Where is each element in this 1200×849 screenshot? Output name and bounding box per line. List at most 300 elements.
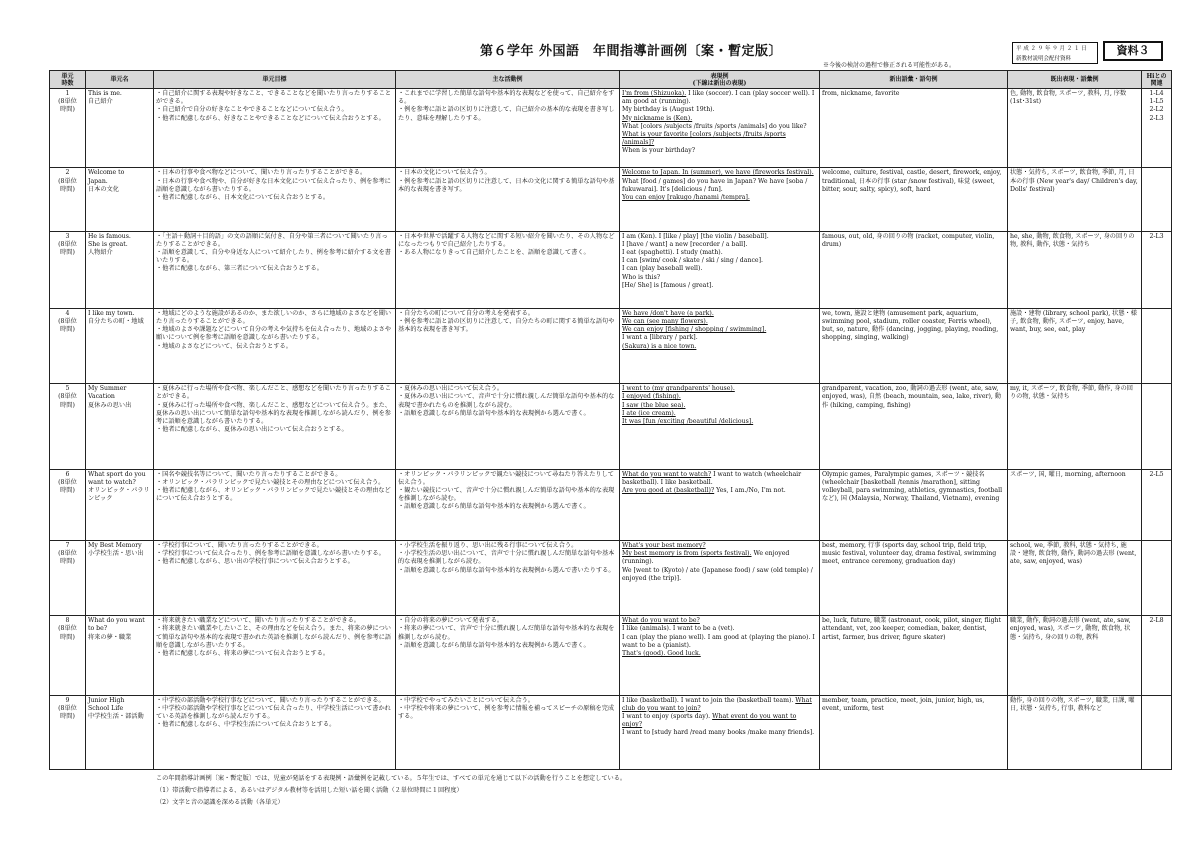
activity-text: ・例を参考に語と語の区切りに注意して、自分たちの町に関する簡単な語句や基本的な表現を書き写す。 <box>398 318 615 334</box>
name-text: My Best Memory <box>88 541 142 549</box>
unit-text: 9 <box>65 696 70 704</box>
unit-text: 時間) <box>60 558 75 566</box>
cell-activity <box>396 469 620 540</box>
expression-line <box>622 393 817 401</box>
expression-segment: I enjoyed (fishing). <box>622 393 681 401</box>
expression-segment: I ate (ice cream). <box>622 409 676 417</box>
cell-activity <box>396 695 620 769</box>
name-text: This is me. <box>88 90 122 97</box>
activity-text: ・将来の夢について、音声で十分に慣れ親しんだ簡単な語句や基本的な表現を推測しながら読む。 <box>398 625 615 641</box>
expression-segment: What [food / games] do you have in Japan? We have [soba / fukuwarai]. It's [delicious / fun]. <box>622 177 808 193</box>
name-text: オリンピック・パラリンピック <box>88 487 150 503</box>
table-row <box>50 695 1172 769</box>
expression-line <box>622 310 817 318</box>
cell-activity <box>396 540 620 615</box>
col-name: 単元名 <box>86 71 154 89</box>
col-hi-friends: Hiとの 関連 <box>1142 71 1172 89</box>
expression-segment: What do you want to be? <box>622 617 700 625</box>
expression-line <box>622 257 817 265</box>
cell-expr <box>620 616 820 695</box>
vocab-text: welcome, culture, festival, castle, desert, firework, enjoy, traditional, 日本の行事 (star /snow festival), 味覚 (sweet, bitter, sour, salty, spicy), soft, hard <box>822 169 1002 193</box>
activity-text: ・夏休みの思い出について、音声で十分に慣れ親しんだ簡単な語句や基本的な表現で書かれたものを推測しながら読む。 <box>398 393 615 409</box>
cell-expr <box>620 384 820 470</box>
cell-activity <box>396 231 620 308</box>
hf-text: 2-L3 <box>1149 114 1164 122</box>
cell-unit <box>50 695 86 769</box>
unit-text: (8単位 <box>58 550 77 558</box>
expression-segment: That's (good). Good luck. <box>622 650 701 658</box>
expression-line <box>622 487 817 495</box>
activity-text: ・ある人物になりきって自己紹介したことを、語順を意識して書く。 <box>398 248 590 256</box>
cell-activity <box>396 168 620 231</box>
unit-text: 5 <box>65 385 70 393</box>
cell-vocab <box>820 540 1008 615</box>
cell-goal <box>154 308 396 383</box>
cell-vocab <box>820 168 1008 231</box>
expression-segment: Yes, I am./No, I'm not. <box>714 487 786 495</box>
col-unit: 単元 時数 <box>50 71 86 89</box>
cell-vocab <box>820 469 1008 540</box>
col-expression: 表現例 (下線は新出の表現) <box>620 71 820 89</box>
goal-text: ・学校行事について、聞いたり言ったりすることができる。 <box>156 541 323 549</box>
table-row <box>50 231 1172 308</box>
expression-line <box>622 410 817 418</box>
cell-known <box>1008 231 1142 308</box>
cell-goal <box>154 616 396 695</box>
event-line: 新教材説明会配付資料 <box>1016 56 1072 62</box>
known-text: 施設・建物 (library, school park), 状態・様子, 飲食物, 動作, スポーツ, enjoy, have, want, buy, see, eat, play <box>1010 309 1137 334</box>
cell-known <box>1008 384 1142 470</box>
expression-line <box>622 115 817 123</box>
cell-known <box>1008 616 1142 695</box>
expression-line <box>622 729 817 737</box>
expression-segment: Welcome to Japan. In (summer), we have (fireworks festival). <box>622 169 814 177</box>
date-line: 平 成 ２ ９ 年 ９ 月 ２ １ 日 <box>1016 46 1087 52</box>
table-row <box>50 308 1172 383</box>
cell-hf <box>1142 308 1172 383</box>
unit-text: 2 <box>65 169 70 177</box>
name-text: 人物紹介 <box>88 248 113 256</box>
expression-line <box>622 233 817 241</box>
vocab-text: grandparent, vacation, zoo, 動詞の過去形 (went, ate, saw, enjoyed, was), 自然 (beach, mountain, sea, lake, river), 動作 (hiking, camping, fishing) <box>822 385 1001 409</box>
goal-text: ・地域にどのような施設があるのか、また欲しいのか、さらに地域のよさなどを聞いたり言ったりすることができる。 <box>156 309 392 326</box>
expression-segment: When is your birthday? <box>622 147 696 155</box>
goal-text: ・他者に配慮しながら、夏休みの思い出について伝え合おうとする。 <box>156 426 348 434</box>
cell-unit <box>50 308 86 383</box>
cell-expr <box>620 469 820 540</box>
hf-text: 2-L5 <box>1149 470 1164 478</box>
goal-text: ・他者に配慮しながら、思い出の学校行事について伝え合おうとする。 <box>156 558 354 566</box>
vocab-text: best, memory, 行事 (sports day, school trip, field trip, music festival, volunteer day, drama festival, swimming meet, entrance ceremony, graduation day) <box>822 541 997 566</box>
cell-hf <box>1142 168 1172 231</box>
expression-segment: I like (soccer). I can (play soccer well). I am good at (running). <box>622 90 815 106</box>
expression-segment: [He/ She] is [famous / great]. <box>622 281 714 289</box>
cell-hf <box>1142 231 1172 308</box>
expression-line <box>622 106 817 114</box>
table-row <box>50 540 1172 615</box>
goal-text: ・他者に配慮しながら、日本文化について伝え合おうとする。 <box>156 194 330 201</box>
expression-line <box>622 617 817 625</box>
unit-text: 6 <box>65 470 70 478</box>
unit-text: (8単位 <box>58 704 77 712</box>
cell-hf <box>1142 540 1172 615</box>
expression-segment: I can [swim/ cook / skate / ski / sing / dance]. <box>622 257 763 265</box>
unit-text: (8単位 <box>58 625 77 633</box>
activity-text: ・中学校や将来の夢について、例を参考に情報を補ってスピーチの原稿を完成する。 <box>398 704 615 721</box>
goal-text: ・自己紹介に関する表現や好きなこと、できることなどを聞いたり言ったりすることができる。 <box>156 90 392 106</box>
expression-line <box>622 634 817 650</box>
unit-text: 時間) <box>60 248 75 256</box>
col-goal: 単元目標 <box>154 71 396 89</box>
name-text: 日本の文化 <box>88 185 119 193</box>
expression-segment: You can enjoy [rakugo /hanami /tempra]. <box>622 194 750 201</box>
cell-expr <box>620 168 820 231</box>
table-row <box>50 384 1172 470</box>
cell-name <box>86 168 154 231</box>
footer-notes <box>156 773 626 809</box>
unit-text: 1 <box>65 90 70 97</box>
reference-label: 資料３ <box>1103 41 1163 61</box>
cell-vocab <box>820 384 1008 470</box>
goal-text: ・自己紹介で自分の好きなことやできることなどについて伝え合う。 <box>156 106 348 114</box>
table-row <box>50 616 1172 695</box>
expression-line <box>622 418 817 426</box>
unit-text: (8単位 <box>58 240 77 248</box>
cell-name <box>86 695 154 769</box>
expression-line <box>622 542 817 550</box>
expression-segment: We can (see many flowers). <box>622 318 708 326</box>
goal-text: ・語順を意識して、自分や身近な人について紹介したり、例を参考に紹介する文を書いたりする。 <box>156 248 391 265</box>
name-text: 自己紹介 <box>88 98 113 106</box>
expression-segment: I want a [library / park]. <box>622 334 698 342</box>
unit-text: 時間) <box>60 633 75 641</box>
activity-text: ・例を参考に語と語の区切りに注意して、自己紹介の基本的な表現を書き写したり、意味を理解したりする。 <box>398 106 615 122</box>
unit-text: 7 <box>65 541 70 549</box>
cell-expr <box>620 695 820 769</box>
cell-known <box>1008 308 1142 383</box>
expression-line <box>622 241 817 249</box>
hf-text: 1-L4 <box>1149 90 1164 97</box>
cell-goal <box>154 384 396 470</box>
expression-line <box>622 402 817 410</box>
cell-goal <box>154 89 396 168</box>
cell-unit <box>50 384 86 470</box>
name-text: What do you want <box>88 617 145 625</box>
activity-text: ・自分の将来の夢について発表する。 <box>398 617 504 625</box>
known-text: 状態・気持ち, スポーツ, 飲食物, 季節, 月, 日本の行事 (New year's day/ Children's day, Dolls' festival) <box>1010 169 1138 193</box>
hf-text: 2-L8 <box>1149 617 1164 625</box>
goal-text: ・中学校の部活動や学校行事などについて、聞いたり言ったりすることができる。 <box>156 696 385 704</box>
name-text: to be? <box>88 625 108 633</box>
expression-segment: What [colors /subjects /fruits /sports /animals] do you like? <box>622 122 807 130</box>
activity-text: ・日本や世界で活躍する人物などに関する短い紹介を聞いたり、その人物などになったつもりで自己紹介したりする。 <box>398 232 615 248</box>
expression-line <box>622 282 817 290</box>
vocab-text: we, town, 施設と建物 (amusement park, aquarium, swimming pool, stadium, roller coaster, Ferris wheel), but, so, nature, 動作 (dancing, jogging, playing, reading, shopping, singing, walking) <box>822 309 999 342</box>
expression-line <box>622 625 817 633</box>
activity-text: ・これまでに学習した簡単な語句や基本的な表現などを使って、自己紹介をする。 <box>398 90 615 106</box>
goal-text: ・将来就きたい職業などについて、聞いたり言ったりすることができる。 <box>156 617 360 625</box>
name-text: 小学校生活・思い出 <box>88 550 144 558</box>
unit-text: 3 <box>65 232 70 240</box>
hf-text: 2-L2 <box>1149 106 1164 114</box>
page-title: 第６学年 外国語 年間指導計画例〔案・暫定版〕 <box>480 44 783 59</box>
cell-hf <box>1142 89 1172 168</box>
cell-name <box>86 469 154 540</box>
expression-segment: I went to (my grandparents' house). <box>622 385 735 393</box>
cell-expr <box>620 308 820 383</box>
cell-name <box>86 89 154 168</box>
unit-text: (8単位 <box>58 177 77 185</box>
unit-text: (8単位 <box>58 478 77 486</box>
expression-segment: We enjoyed (running). <box>622 550 790 566</box>
cell-hf <box>1142 616 1172 695</box>
expression-segment: It was [fun /exciting /beautiful /delicious]. <box>622 417 754 425</box>
name-text: Japan. <box>88 177 108 185</box>
activity-text: ・語順を意識しながら簡単な語句や基本的な表現例から選んで書く。 <box>398 409 590 417</box>
cell-goal <box>154 231 396 308</box>
goal-text: ・夏休みに行った場所や食べ物、楽しんだこと、感想などについて伝え合う。また、夏休みの思い出について簡単な語句や基本的な表現を推測しながら読んだり、例を参考に語順を意識しながら書いたりする。 <box>156 401 391 425</box>
cell-known <box>1008 695 1142 769</box>
goal-text: ・学校行事について伝え合ったり、例を参考に語順を意識しながら書いたりする。 <box>156 550 385 558</box>
expression-segment: I like (animals). I want to be a (vet). <box>622 625 735 633</box>
expression-segment: What is your favorite [colors /subjects /fruits /sports /animals]? <box>622 131 786 147</box>
expression-segment: I like (basketball). I want to join the (basketball team). <box>622 696 796 704</box>
goal-text: ・将来就きたい職業やしたいこと、その理由などを伝え合う。また、将来の夢について簡単な語句や基本的な表現で書かれた英語を推測しながら読んだり、例を参考に語順を意識しながら書いたりする。 <box>156 625 392 649</box>
name-text: He is famous. <box>88 232 131 240</box>
unit-text: (8単位 <box>58 393 77 401</box>
name-text: 将来の夢・職業 <box>88 633 132 641</box>
col-known: 既出表現・語彙例 <box>1008 71 1142 89</box>
expression-line <box>622 169 817 177</box>
expression-line <box>622 131 817 147</box>
name-text: 中学校生活・部活動 <box>88 713 144 721</box>
activity-text: ・小学校生活の思い出について、音声で十分に慣れ親しんだ簡単な語句や基本的な表現を推測しながら読む。 <box>398 550 615 566</box>
unit-text: (8単位 <box>58 318 77 326</box>
cell-name <box>86 616 154 695</box>
cell-known <box>1008 89 1142 168</box>
expression-line <box>622 265 817 273</box>
cell-known <box>1008 540 1142 615</box>
goal-text: ・オリンピック・パラリンピックで見たい競技とその理由などについて伝え合う。 <box>156 478 385 486</box>
cell-known <box>1008 469 1142 540</box>
cell-name <box>86 308 154 383</box>
expression-segment: I can (play baseball well). <box>622 265 703 273</box>
activity-text: ・日本の文化について伝え合う。 <box>398 169 491 177</box>
known-text: スポーツ, 国, 曜日, morning, afternoon <box>1010 470 1126 478</box>
cell-activity <box>396 308 620 383</box>
cell-name <box>86 540 154 615</box>
cell-hf <box>1142 695 1172 769</box>
cell-activity <box>396 616 620 695</box>
expression-segment: My nickname is (Ken). <box>622 114 693 122</box>
unit-text: 時間) <box>60 106 75 114</box>
name-text: 自分たちの町・地域 <box>88 318 144 326</box>
unit-text: 時間) <box>60 185 75 193</box>
vocab-text: from, nickname, favorite <box>822 90 900 97</box>
expression-segment: My best memory is from (sports festival). <box>622 550 752 558</box>
expression-segment: I'm from (Shizuoka). <box>622 90 687 97</box>
col-activity: 主な活動例 <box>396 71 620 89</box>
table-row <box>50 89 1172 168</box>
expression-line <box>622 123 817 131</box>
unit-text: 8 <box>65 617 70 625</box>
expression-line <box>622 178 817 194</box>
expression-line <box>622 318 817 326</box>
footer-line: （1）帯活動で指導者による、あるいはデジタル教材等を活用した短い話を聞く活動（２単位時間に１回程度） <box>156 787 463 794</box>
cell-goal <box>154 168 396 231</box>
goal-text: ・夏休みに行った場所や食べ物、楽しんだこと、感想などを聞いたり言ったりすることができる。 <box>156 385 392 401</box>
vocab-text: member, team, practice, meet, join, junior, high, us, event, uniform, test <box>822 696 985 712</box>
expression-line <box>622 550 817 566</box>
cell-goal <box>154 540 396 615</box>
known-text: 職業, 動作, 動詞の過去形 (went, ate, saw, enjoyed, was), スポーツ, 動物, 飲食物, 状態・気持ち, 身の回りの物, 教科 <box>1010 617 1131 641</box>
cell-name <box>86 384 154 470</box>
cell-name <box>86 231 154 308</box>
expression-line <box>622 385 817 393</box>
activity-text: ・語順を意識しながら簡単な語句や基本的な表現例から選んで書く。 <box>398 503 590 511</box>
known-text: 色, 動物, 飲食物, スポーツ, 教科, 月, 序数 (1st･31st) <box>1010 90 1127 106</box>
expression-segment: We [went to (Kyoto) / ate (Japanese food) / saw (old temple) / enjoyed (the trip)]. <box>622 566 813 582</box>
expression-segment: I want to [study hard /read many books /make many friends]. <box>622 729 815 737</box>
goal-text: ・地域のよさなどについて、伝え合おうとする。 <box>156 342 292 350</box>
activity-text: ・例を参考に語と語の区切りに注意して、日本の文化に関する簡単な語句や基本的な表現を書き写す。 <box>398 177 615 193</box>
name-text: Welcome to <box>88 169 125 177</box>
cell-known <box>1008 168 1142 231</box>
unit-text: 4 <box>65 309 70 317</box>
expression-segment: I eat (spaghetti). I study (math). <box>622 248 723 256</box>
cell-unit <box>50 89 86 168</box>
goal-text: ・他者に配慮しながら、第三者について伝え合おうとする。 <box>156 265 323 273</box>
cell-vocab <box>820 231 1008 308</box>
expression-segment: (Sakura) is a nice town. <box>622 342 697 350</box>
activity-text: ・小学校生活を振り返り、思い出に残る行事について伝え合う。 <box>398 541 578 549</box>
footer-line: （2）文字と音の認識を深める活動（各単元） <box>156 799 284 806</box>
expression-segment: Who is this? <box>622 273 661 281</box>
activity-text: ・オリンピック・パラリンピックで観たい競技について尋ねたり答えたりして伝え合う。 <box>398 470 614 486</box>
known-text: my, it, スポーツ, 飲食物, 季節, 動作, 身の回りの物, 状態・気持ち <box>1010 385 1133 401</box>
expression-line <box>622 471 817 487</box>
goal-text: ・「主語＋動詞＋目的語」の文の語順に気付き、自分や第三者について聞いたり言ったりすることができる。 <box>156 232 388 248</box>
expression-segment: Are you good at (basketball)? <box>622 487 715 495</box>
expression-line <box>622 343 817 351</box>
cell-hf <box>1142 384 1172 470</box>
name-text: Junior High <box>88 696 125 704</box>
revision-note: ※今後の検討の過程で修正される可能性がある。 <box>823 62 956 69</box>
activity-text: ・語順を意識しながら簡単な語句や基本的な表現例から選んで書く。 <box>398 641 590 649</box>
goal-text: ・他者に配慮しながら、オリンピック・パラリンピックで見たい競技とその理由などについて伝え合おうとする。 <box>156 487 391 503</box>
cell-hf <box>1142 469 1172 540</box>
footer-line: この年間指導計画例〔案・暫定版〕では、児童が発話をする表現例・語彙例を記載している。５年生では、すべての単元を通じて以下の活動を行うことを想定している。 <box>156 775 627 782</box>
expression-line <box>622 326 817 334</box>
activity-text: ・語順を意識しながら簡単な語句や基本的な表現例から選んで書いたりする。 <box>398 566 615 574</box>
vocab-text: famous, out, old, 身の回りの物 (racket, computer, violin, drum) <box>822 232 995 248</box>
name-text: She is great. <box>88 240 128 248</box>
cell-vocab <box>820 616 1008 695</box>
activity-text: ・中学校でやってみたいことについて伝え合う。 <box>398 696 534 704</box>
expression-segment: I [have / want] a new [recorder / a ball]. <box>622 240 748 248</box>
table-row <box>50 469 1172 540</box>
expression-segment: We can enjoy [fishing / shopping / swimming]. <box>622 326 767 334</box>
table-row <box>50 168 1172 231</box>
goal-text: ・日本の行事や食べ物などについて、聞いたり言ったりすることができる。 <box>156 169 367 177</box>
goal-text: ・他者に配慮しながら、好きなことやできることなどについて伝え合おうとする。 <box>156 114 385 122</box>
known-text: he, she, 動物, 飲食物, スポーツ, 身の回りの物, 教科, 動作, 状態・気持ち <box>1010 232 1135 248</box>
cell-vocab <box>820 695 1008 769</box>
unit-text: 時間) <box>60 401 75 409</box>
goal-text: ・他者に配慮しながら、中学校生活について伝え合おうとする。 <box>156 721 336 729</box>
table-header-row <box>50 71 1172 89</box>
name-text: I like my town. <box>88 309 135 317</box>
hf-text: 1-L5 <box>1149 98 1164 106</box>
name-text: 夏休みの思い出 <box>88 401 132 409</box>
cell-activity <box>396 384 620 470</box>
expression-segment: What club do you want to join? <box>622 696 812 712</box>
expression-segment: I saw (the blue sea). <box>622 401 686 409</box>
unit-text: 時間) <box>60 713 75 721</box>
known-text: 動作, 身の回りの物, スポーツ, 職業, 日課, 曜日, 状態・気持ち, 行事, 教科など <box>1010 696 1135 712</box>
cell-unit <box>50 231 86 308</box>
cell-vocab <box>820 308 1008 383</box>
expression-segment: My birthday is (August 19th). <box>622 106 715 114</box>
cell-goal <box>154 695 396 769</box>
cell-unit <box>50 616 86 695</box>
annual-plan-table <box>49 70 1172 770</box>
expression-line <box>622 713 817 729</box>
date-box <box>1012 42 1098 64</box>
expression-segment: What do you want to watch? <box>622 470 712 478</box>
goal-text: ・日本の行事や食べ物や、自分が好きな日本文化について伝え合ったり、例を参考に語順を意識しながら書いたりする。 <box>156 177 391 193</box>
goal-text: ・国名や競技名等について、聞いたり言ったりすることができる。 <box>156 470 342 478</box>
vocab-text: be, luck, future, 職業 (astronaut, cook, pilot, singer, flight attendant, vet, zoo keeper, comedian, baker, dentist, artist, farmer, bus driver, figure skater) <box>822 617 1002 641</box>
expression-segment: I want to enjoy (sports day). <box>622 713 713 721</box>
activity-text: ・観たい競技について、音声で十分に慣れ親しんだ簡単な語句や基本的な表現を推測しながら読む。 <box>398 487 615 503</box>
name-text: What sport do you <box>88 470 146 478</box>
cell-expr <box>620 89 820 168</box>
activity-text: ・夏休みの思い出について伝え合う。 <box>398 385 504 393</box>
goal-text: ・他者に配慮しながら、将来の夢について伝え合おうとする。 <box>156 650 330 658</box>
expression-segment: I can (play the piano well). I am good at (playing the piano). I want to be a (pianist). <box>622 633 815 649</box>
cell-unit <box>50 168 86 231</box>
name-text: School Life <box>88 704 124 712</box>
expression-line <box>622 567 817 583</box>
known-text: school, we, 季節, 教科, 状態・気持ち, 施設・建物, 飲食物, 動作, 動詞の過去形 (went, ate, saw, enjoyed, was) <box>1010 541 1137 566</box>
cell-vocab <box>820 89 1008 168</box>
expression-line <box>622 274 817 282</box>
expression-line <box>622 90 817 106</box>
expression-segment: I am (Ken). I [like / play] [the violin / baseball]. <box>622 232 769 240</box>
cell-expr <box>620 540 820 615</box>
cell-activity <box>396 89 620 168</box>
expression-segment: What event do you want to enjoy? <box>622 713 797 729</box>
expression-segment: I want to watch (wheelchair basketball). I like basketball. <box>622 470 802 486</box>
goal-text: ・中学校の部活動や学校行事などについて伝え合ったり、中学校生活について書かれている英語を推測しながら読んだりする。 <box>156 704 391 721</box>
expression-line <box>622 147 817 155</box>
unit-text: 時間) <box>60 487 75 495</box>
expression-line <box>622 650 817 658</box>
name-text: want to watch? <box>88 478 136 486</box>
name-text: Vacation <box>88 393 115 401</box>
cell-goal <box>154 469 396 540</box>
unit-text: 時間) <box>60 326 75 334</box>
expression-segment: What's your best memory? <box>622 541 706 549</box>
hf-text: 2-L3 <box>1149 232 1164 240</box>
cell-expr <box>620 231 820 308</box>
activity-text: ・自分たちの町について自分の考えを発表する。 <box>398 309 534 317</box>
unit-text: (8単位 <box>58 98 77 106</box>
expression-line <box>622 249 817 257</box>
name-text: My Summer <box>88 385 127 393</box>
expression-line <box>622 697 817 713</box>
